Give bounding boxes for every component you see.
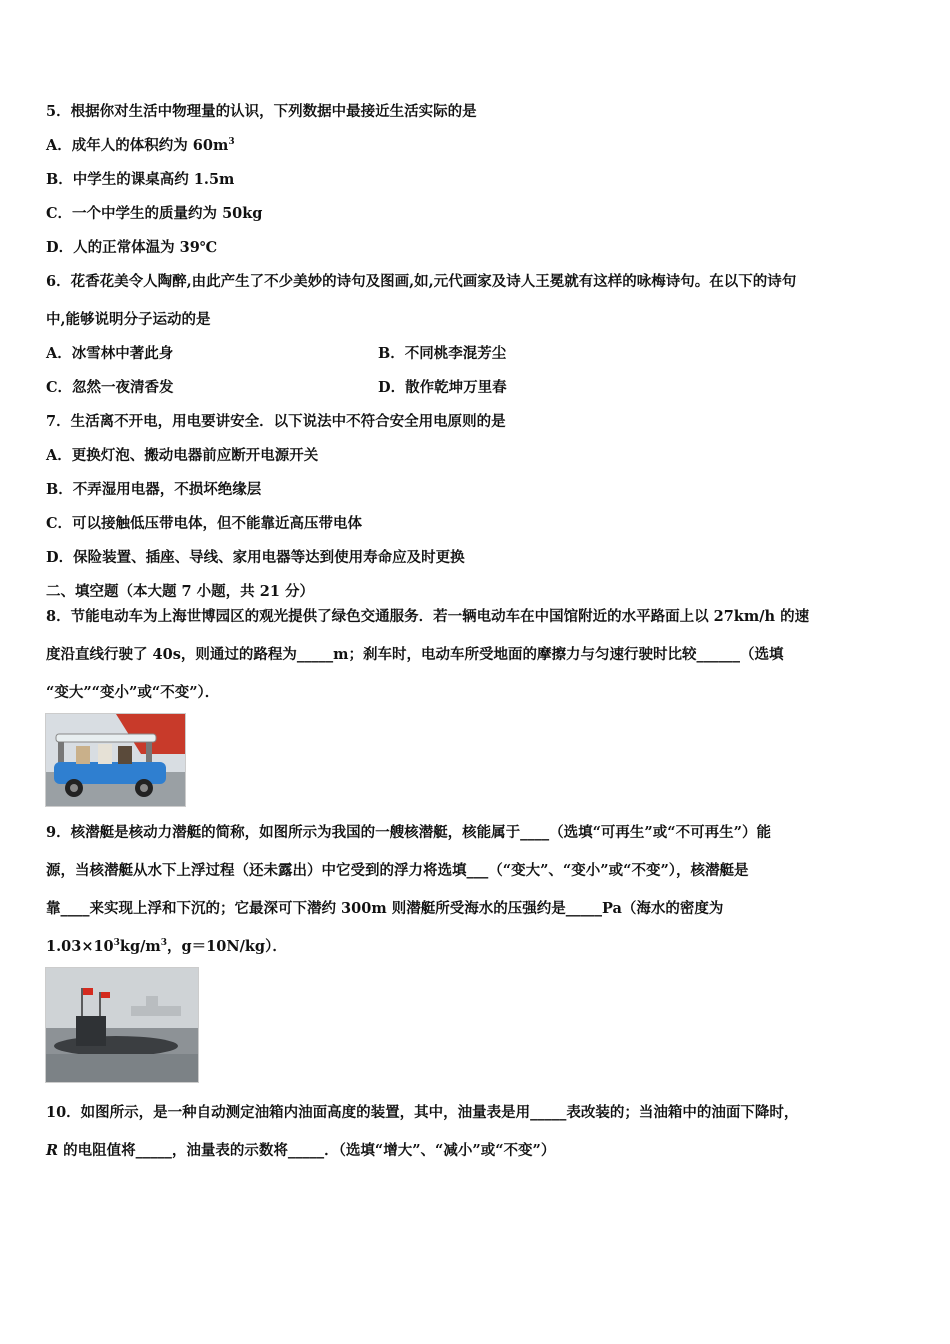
q6-stem-line2: 中,能够说明分子运动的是 [46, 311, 211, 328]
q9-density-unit-exp: 3 [160, 938, 168, 949]
q6-option-c: C．忽然一夜清香发 [46, 379, 174, 396]
q5-option-a [46, 136, 235, 156]
q6-option-d: D．散作乾坤万里春 [378, 379, 507, 396]
q7-option-b: B．不弄湿用电器，不损坏绝缘层 [46, 481, 262, 498]
q8-line3: “变大”“变小”或“不变”）． [46, 684, 220, 701]
q10-line2-text: 的电阻值将_____，油量表的示数将_____．（选填“增大”、“减小”或“不变”） [58, 1142, 556, 1159]
q5-option-a-text: A．成年人的体积约为 60m [46, 137, 229, 154]
q5-option-c: C．一个中学生的质量约为 50kg [46, 205, 263, 222]
q5-option-b: B．中学生的课桌高约 1.5m [46, 171, 235, 188]
submarine-image [45, 967, 199, 1083]
q5-option-a-sup: 3 [228, 137, 235, 148]
q9-line4 [46, 937, 287, 957]
q5-option-d: D．人的正常体温为 39℃ [46, 239, 218, 256]
q9-density-value: 1.03×10 [46, 938, 114, 955]
q10-line1: 10．如图所示，是一种自动测定油箱内油面高度的装置，其中，油量表是用_____表改装的；当油箱中的油面下降时， [46, 1104, 799, 1121]
q6-stem-line1: 6．花香花美令人陶醉,由此产生了不少美妙的诗句及图画,如,元代画家及诗人王冕就有这样的咏梅诗句。在以下的诗句 [46, 273, 797, 290]
q9-line3: 靠____来实现上浮和下沉的；它最深可下潜约 300m 则潜艇所受海水的压强约是_____Pa（海水的密度为 [46, 900, 724, 917]
q5-stem: 5．根据你对生活中物理量的认识，下列数据中最接近生活实际的是 [46, 103, 477, 120]
q10-resistor-symbol: R [46, 1142, 59, 1159]
electric-car-illustration [46, 714, 185, 806]
q9-line2: 源，当核潜艇从水下上浮过程（还未露出）中它受到的浮力将选填___（“变大”、“变小”或“不变”），核潜艇是 [46, 862, 749, 879]
q6-option-a: A．冰雪林中著此身 [46, 345, 174, 362]
q10-line2 [46, 1141, 555, 1161]
q8-line1: 8．节能电动车为上海世博园区的观光提供了绿色交通服务．若一辆电动车在中国馆附近的水平路面上以 27km/h 的速 [46, 608, 810, 625]
section-heading: 二、填空题（本大题 7 小题，共 21 分） [46, 583, 314, 600]
q9-line1: 9．核潜艇是核动力潜艇的简称，如图所示为我国的一艘核潜艇，核能属于____（选填“可再生”或“不可再生”）能 [46, 824, 771, 841]
q8-line2: 度沿直线行驶了 40s，则通过的路程为_____m；刹车时，电动车所受地面的摩擦力与匀速行驶时比较______（选填 [46, 646, 784, 663]
submarine-illustration [46, 968, 198, 1082]
electric-car-image [45, 713, 186, 807]
q6-option-b: B．不同桃李混芳尘 [378, 345, 507, 362]
q7-option-a: A．更换灯泡、搬动电器前应断开电源开关 [46, 447, 319, 464]
q7-option-d: D．保险装置、插座、导线、家用电器等达到使用寿命应及时更换 [46, 549, 465, 566]
q9-density-unit: kg/m [119, 938, 161, 955]
q7-stem: 7．生活离不开电，用电要讲安全．以下说法中不符合安全用电原则的是 [46, 413, 506, 430]
q7-option-c: C．可以接触低压带电体，但不能靠近高压带电体 [46, 515, 363, 532]
q9-gravity: ，g＝10N/kg）． [167, 938, 287, 955]
q9-density-exp: 3 [113, 938, 120, 949]
